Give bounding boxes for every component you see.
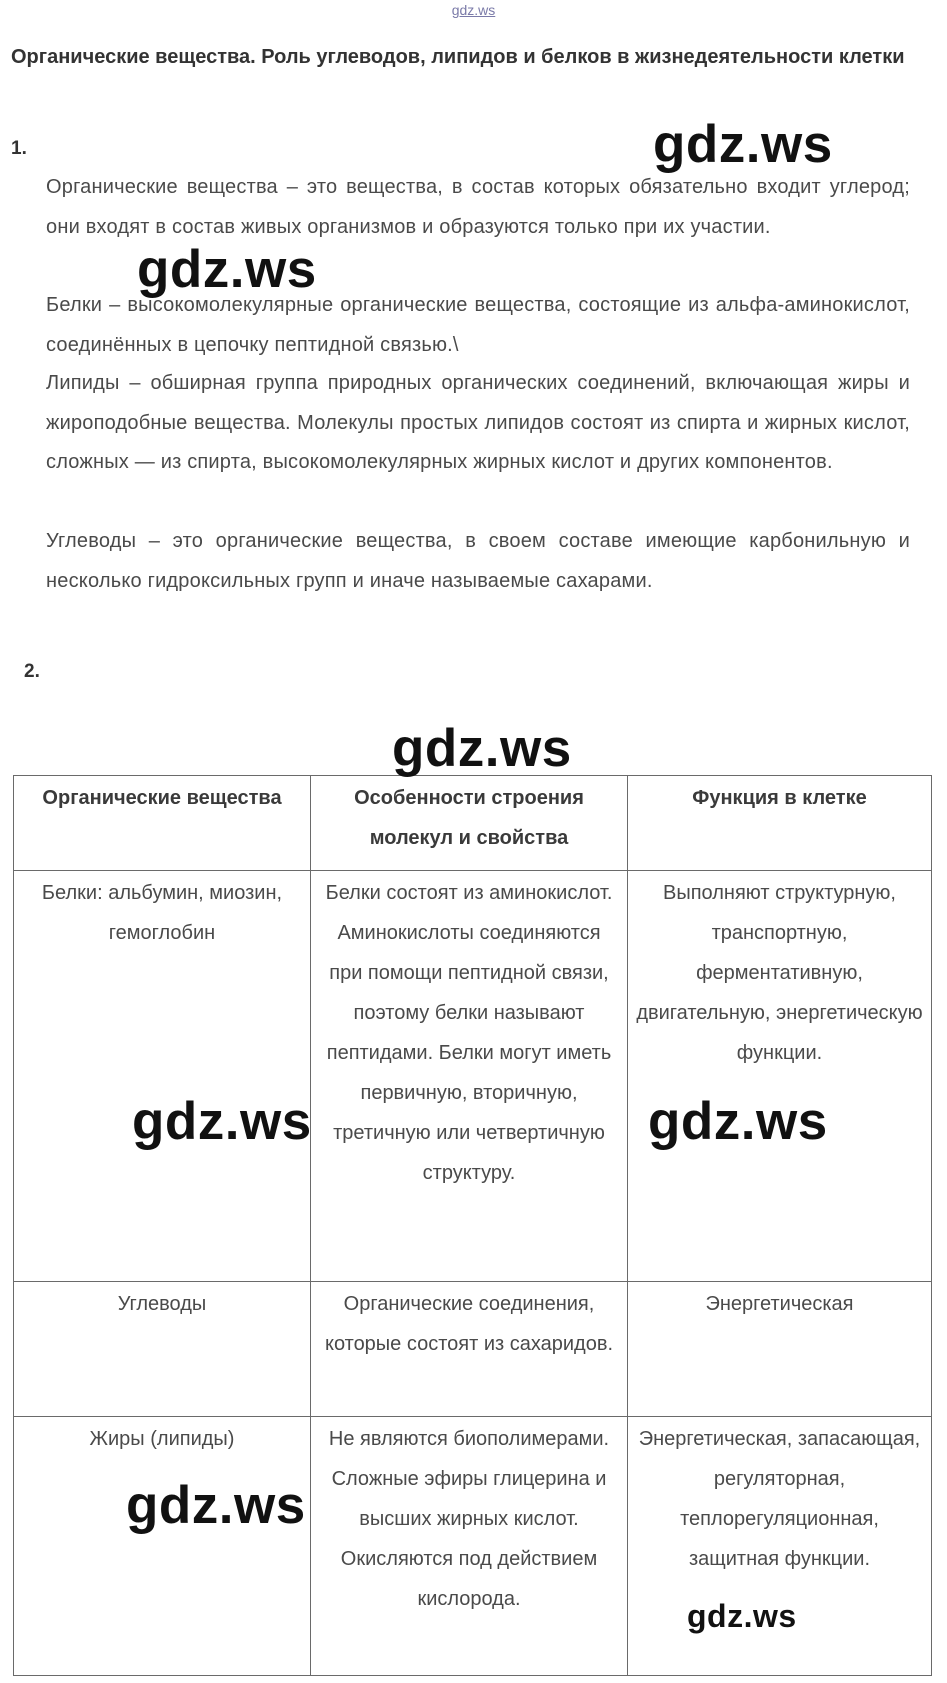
table-cell: Белки: альбумин, миозин, гемоглобин (14, 871, 311, 1282)
watermark: gdz.ws (648, 1092, 828, 1151)
table-row-proteins (14, 871, 932, 1282)
definition-organic: Органические вещества – это вещества, в состав которых обязательно входит углерод; они входят в состав живых организмов и образуются только при их участии. (46, 176, 910, 238)
section-number-1: 1. (11, 138, 27, 159)
table-row-carbohydrates (14, 1282, 932, 1417)
header-structure: Особенности строения молекул и свойства (311, 776, 628, 871)
header-function: Функция в клетке (628, 776, 932, 871)
section-number-2: 2. (24, 661, 40, 682)
watermark: gdz.ws (653, 115, 833, 174)
watermark: gdz.ws (126, 1476, 306, 1535)
table-cell: Органические соединения, которые состоят из сахаридов. (311, 1282, 628, 1417)
header-substances: Органические вещества (14, 776, 311, 871)
definition-carbohydrates: Углеводы – это органические вещества, в своем составе имеющие карбонильную и несколько гидроксильных групп и иначе называемые сахарами. (46, 530, 910, 592)
watermark: gdz.ws (392, 719, 572, 778)
page-title: Органические вещества. Роль углеводов, липидов и белков в жизнедеятельности клетки (11, 46, 905, 68)
table-cell: Углеводы (14, 1282, 311, 1417)
table-cell: Не являются биополимерами. Сложные эфиры глицерина и высших жирных кислот. Окисляются под действием кислорода. (311, 1417, 628, 1676)
table-cell: Белки состоят из аминокислот. Аминокислоты соединяются при помощи пептидной связи, поэтому белки называют пептидами. Белки могут иметь первичную, вторичную, третичную или четвертичную структуру. (311, 871, 628, 1282)
table-cell: Жиры (липиды) (14, 1417, 311, 1676)
table-row-lipids (14, 1417, 932, 1676)
table-cell: Выполняют структурную, транспортную, ферментативную, двигательную, энергетическую функции. (628, 871, 932, 1282)
top-watermark-link[interactable]: gdz.ws (451, 2, 496, 18)
table-header-row (14, 776, 932, 871)
watermark: gdz.ws (137, 240, 317, 299)
watermark: gdz.ws (132, 1092, 312, 1151)
organic-substances-table (13, 775, 932, 1676)
watermark: gdz.ws (687, 1598, 797, 1634)
table-cell: Энергетическая, запасающая, регуляторная, теплорегуляционная, защитная функции. (628, 1417, 932, 1676)
definition-proteins: Белки – высокомолекулярные органические вещества, состоящие из альфа-аминокислот, соединённых в цепочку пептидной связью.\ (46, 294, 910, 356)
table-cell: Энергетическая (628, 1282, 932, 1417)
definition-lipids: Липиды – обширная группа природных органических соединений, включающая жиры и жироподобные вещества. Молекулы простых липидов состоят из спирта и жирных кислот, сложных — из спирта, высокомолекулярных жирных кислот и других компонентов. (46, 372, 910, 473)
